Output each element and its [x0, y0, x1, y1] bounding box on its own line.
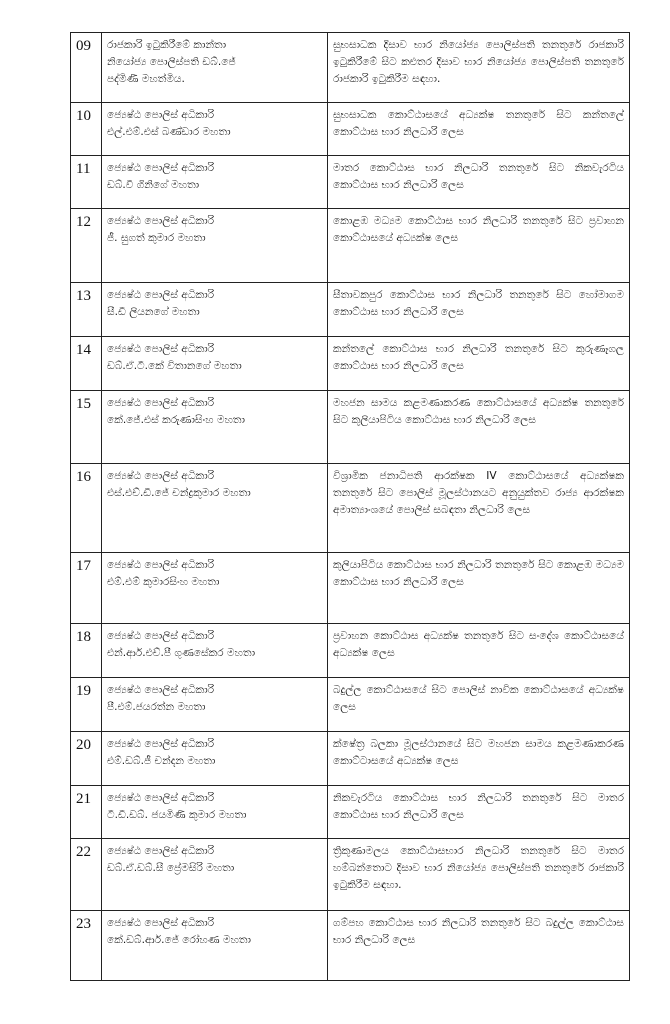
table-row — [71, 209, 630, 283]
row-number: 23 — [71, 911, 102, 981]
officer-name: ඩබ්.ඒ.ඩබ්.සී ප්‍රේමසිරි මහතා — [107, 862, 235, 874]
transfer-description: ප්‍රවාහන කොට්ඨාස අධ්‍යක්ෂ තනතුරේ සිට සංදේශ කොට්ඨාසයේ අධ්‍යක්ෂ ලෙස — [328, 624, 630, 678]
officer-name-cell — [102, 732, 328, 786]
table-row — [71, 283, 630, 337]
officer-rank: ජ්‍යෙෂ්ඨ පොලිස් අධිකාරි — [107, 559, 215, 571]
table-row — [71, 337, 630, 391]
officer-rank: ජ්‍යෙෂ්ඨ පොලිස් අධිකාරි — [107, 684, 215, 696]
officer-rank: ජ්‍යෙෂ්ඨ පොලිස් අධිකාරි — [107, 470, 215, 482]
transfer-description: සීතාවකපුර කොට්ඨාස භාර නිලධාරි තනතුරේ සිට හෝමාගම කොට්ඨාස භාර නිලධාරි ලෙස — [328, 283, 630, 337]
officer-rank: ජ්‍යෙෂ්ඨ පොලිස් අධිකාරි — [107, 289, 215, 301]
row-number: 18 — [71, 624, 102, 678]
row-number: 09 — [71, 33, 102, 103]
table-row — [71, 464, 630, 553]
officer-name-cell — [102, 156, 328, 209]
officer-name: ජී. සුගත් කුමාර මහතා — [107, 232, 206, 244]
table-row — [71, 624, 630, 678]
officer-name: ටී.ඩී.ඩබ්. ජයමිණි කුමාර මහතා — [107, 809, 247, 821]
officer-name-cell — [102, 786, 328, 839]
officer-rank: ජ්‍යෙෂ්ඨ පොලිස් අධිකාරි — [107, 397, 215, 409]
officer-name: සී.ඩී ලියනගේ මහතා — [107, 306, 200, 318]
table-row — [71, 156, 630, 209]
transfer-description: විශ්‍රාමික ජනාධිපති ආරක්ෂක IV කොට්ඨාසයේ අධ්‍යක්ෂක තනතුරේ සිට පොලිස් මූලස්ථානයට අනුයුක්තව රාජ්‍ය ආරක්ෂක අමාත්‍යාංශයේ පොලිස් සබඳතා නිලධාරි ලෙස — [328, 464, 630, 553]
officer-name: ඩබ්.වී ගිනිගේ මහතා — [107, 179, 200, 191]
row-number: 15 — [71, 391, 102, 464]
officer-name: එම්.ඩබ්.ජී චන්දන මහතා — [107, 755, 216, 767]
transfer-description: කන්තලේ කොට්ඨාස භාර නිලධාරි තනතුරේ සිට කුරුණෑගල කොට්ඨාස භාර නිලධාරි ලෙස — [328, 337, 630, 391]
officer-name: පී.එම්.ජයරත්න මහතා — [107, 701, 206, 713]
officer-rank: ජ්‍යෙෂ්ඨ පොලිස් අධිකාරි — [107, 738, 215, 750]
row-number: 12 — [71, 209, 102, 283]
row-number: 14 — [71, 337, 102, 391]
officer-name-cell — [102, 839, 328, 911]
officer-rank: ජ්‍යෙෂ්ඨ පොලිස් අධිකාරි — [107, 845, 215, 857]
officer-name: එල්.එම්.එස් බණ්ඩාර මහතා — [107, 126, 231, 138]
officer-name: එන්.ආර්.එච්.පී ගුණසේකර මහතා — [107, 647, 256, 659]
officer-name-line: නියෝජ්‍ය පොලිස්පති ඩබ්.ජේ — [107, 56, 236, 68]
transfer-description: බදුල්ල කොට්ඨාසයේ සිට පොලිස් නාවික කොට්ඨාසයේ අධ්‍යක්ෂ ලෙස — [328, 678, 630, 732]
officer-name-cell — [102, 103, 328, 156]
row-number: 13 — [71, 283, 102, 337]
officer-name-cell — [102, 209, 328, 283]
officer-rank: ජ්‍යෙෂ්ඨ පොලිස් අධිකාරි — [107, 109, 215, 121]
row-number: 16 — [71, 464, 102, 553]
officer-name: කේ.ජේ.එස් කරුණාසිංහ මහතා — [107, 414, 245, 426]
officer-rank: ජ්‍යෙෂ්ඨ පොලිස් අධිකාරි — [107, 792, 215, 804]
officer-name-cell — [102, 391, 328, 464]
officer-rank: ජ්‍යෙෂ්ඨ පොලිස් අධිකාරි — [107, 917, 215, 929]
officer-name: එම්.එම් කුමාරසිංහ මහතා — [107, 576, 220, 588]
transfer-description: කොළඹ මධ්‍යම කොට්ඨාස භාර නිලධාරි තනතුරේ සිට ප්‍රවාහන කොට්ඨාසයේ අධ්‍යක්ෂ ලෙස — [328, 209, 630, 283]
row-number: 22 — [71, 839, 102, 911]
transfer-description: මහජන සාමය කළමණාකරණ කොට්ඨාසයේ අධ්‍යක්ෂ තනතුරේ සිට කුලියාපිටිය කොට්ඨාස භාර නිලධාරි ලෙස — [328, 391, 630, 464]
officer-name-cell — [102, 33, 328, 103]
officer-rank: ජ්‍යෙෂ්ඨ පොලිස් අධිකාරි — [107, 162, 215, 174]
row-number: 19 — [71, 678, 102, 732]
officer-name-cell — [102, 624, 328, 678]
transfer-description: මාතර කොට්ඨාස භාර නිලධාරි තනතුරේ සිට නිකවැරටිය කොට්ඨාස භාර නිලධාරි ලෙස — [328, 156, 630, 209]
officer-rank: ජ්‍යෙෂ්ඨ පොලිස් අධිකාරි — [107, 343, 215, 355]
transfer-description: සුභසාධක දිසාව භාර නියෝජ්‍ය පොලිස්පති තනතුරේ රාජකාරි ඉටුකිරීමේ සිට කළුතර දිසාව භාර නියෝජ්‍ය පොලිස්පති තනතුරේ රාජකාරි ඉටුකිරීම සඳහා. — [328, 33, 630, 103]
table-row — [71, 839, 630, 911]
officer-name: එස්.එච්.ඩී.ජේ චන්ද්‍රකුමාර මහතා — [107, 487, 251, 499]
transfer-description: සුභසාධක කොට්ඨාසයේ අධ්‍යක්ෂ තනතුරේ සිට කන්තලේ කොට්ඨාස භාර නිලධාරි ලෙස — [328, 103, 630, 156]
officer-name-cell — [102, 678, 328, 732]
officer-rank: ජ්‍යෙෂ්ඨ පොලිස් අධිකාරි — [107, 215, 215, 227]
officer-name-cell — [102, 464, 328, 553]
row-number: 17 — [71, 553, 102, 624]
officer-rank: ජ්‍යෙෂ්ඨ පොලිස් අධිකාරි — [107, 630, 215, 642]
row-number: 20 — [71, 732, 102, 786]
table-row — [71, 33, 630, 103]
officer-name: ඩබ්.ඒ.ටී.කේ විතානගේ මහතා — [107, 360, 242, 372]
table-row — [71, 391, 630, 464]
row-number: 21 — [71, 786, 102, 839]
row-number: 10 — [71, 103, 102, 156]
officer-name-line: පද්මිණී මහත්මිය. — [107, 73, 185, 85]
table-row — [71, 911, 630, 981]
transfer-description: ගම්පහ කොට්ඨාස භාර නිලධාරි තනතුරේ සිට බදුල්ල කොට්ඨාස භාර නිලධාරි ලෙස — [328, 911, 630, 981]
row-number: 11 — [71, 156, 102, 209]
table-row — [71, 553, 630, 624]
table-row — [71, 103, 630, 156]
transfer-description: කුලියාපිටිය කොට්ඨාස භාර නිලධාරි තනතුරේ සිට කොළඹ මධ්‍යම කොට්ඨාස භාර නිලධාරි ලෙස — [328, 553, 630, 624]
officer-name-cell — [102, 283, 328, 337]
officer-name-cell — [102, 337, 328, 391]
transfer-description: ත්‍රිකුණාමලය කොට්ඨාසභාර නිලධාරි තනතුරේ සිට මාතර හම්බන්තොට දිසාව භාර නියෝජ්‍ය පොලිස්පති තනතුරේ රාජකාරි ඉටුකිරීම සඳහා. — [328, 839, 630, 911]
officer-name-line: රාජකාරි ඉටුකිරීමේ කාන්තා — [107, 39, 227, 51]
transfer-description: නිකවැරටිය කොට්ඨාස භාර නිලධාරි තනතුරේ සිට මාතර කොට්ඨාස භාර නිලධාරි ලෙස — [328, 786, 630, 839]
table-row — [71, 678, 630, 732]
transfer-description: ක්ෂේත්‍ර බලකා මූලස්ථානයේ සිට මහජන සාමය කළමණාකරණ කොට්ටාසයේ අධ්‍යක්ෂ ලෙස — [328, 732, 630, 786]
officer-name-cell — [102, 911, 328, 981]
table-row — [71, 732, 630, 786]
officer-name: කේ.ඩබ්.ආර්.ජේ රෝහණ මහතා — [107, 934, 252, 946]
transfer-table — [70, 32, 630, 981]
officer-name-cell — [102, 553, 328, 624]
table-row — [71, 786, 630, 839]
